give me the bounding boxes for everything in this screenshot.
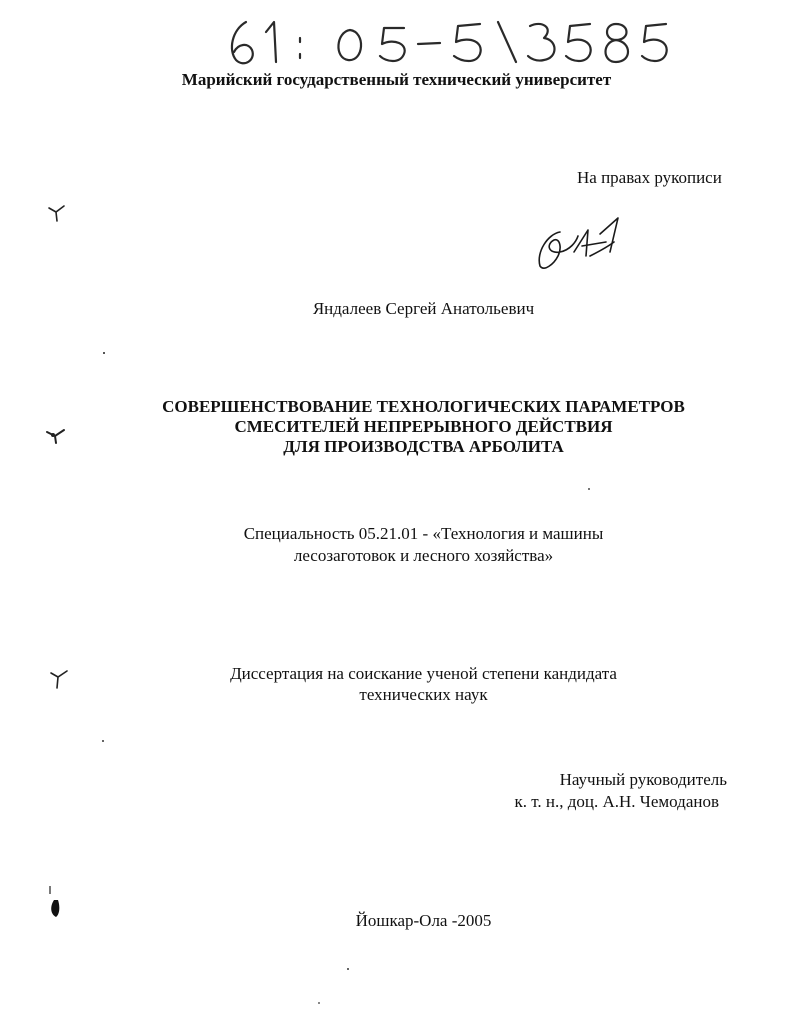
scan-mark-icon: [48, 668, 70, 690]
specialty-line: Специальность 05.21.01 - «Технология и машины: [243, 524, 604, 543]
scan-dot: [102, 740, 104, 742]
scan-mark-icon: [46, 203, 68, 223]
title-line: СОВЕРШЕНСТВОВАНИЕ ТЕХНОЛОГИЧЕСКИХ ПАРАМЕТРОВ: [162, 397, 685, 416]
supervisor-block: [515, 769, 728, 813]
title-line: СМЕСИТЕЛЕЙ НЕПРЕРЫВНОГО ДЕЙСТВИЯ: [234, 417, 613, 436]
scan-dot: [347, 968, 349, 970]
dissertation-line: технических наук: [359, 685, 488, 704]
scan-mark-icon: [46, 884, 68, 920]
scan-dot: [318, 1002, 320, 1004]
handwritten-signature: [530, 212, 630, 274]
scan-dot: [103, 352, 105, 354]
rights-notice: На правах рукописи: [577, 168, 722, 187]
supervisor-name: к. т. н., доц. А.Н. Чемоданов: [514, 792, 719, 811]
specialty-line: лесозаготовок и лесного хозяйства»: [293, 546, 554, 565]
handwritten-archive-code: [218, 10, 678, 70]
specialty: [0, 523, 793, 567]
handwritten-code-drawing: [218, 10, 678, 70]
scan-dot: [588, 488, 590, 490]
scan-mark-icon: [44, 426, 68, 446]
university-name: Марийский государственный технический университет: [181, 70, 612, 89]
title-line: ДЛЯ ПРОИЗВОДСТВА АРБОЛИТА: [283, 437, 564, 456]
dissertation-title: [0, 397, 793, 457]
city-year: Йошкар-Ола -2005: [355, 911, 492, 930]
dissertation-line: Диссертация на соискание ученой степени кандидата: [230, 664, 617, 683]
dissertation-statement: [0, 663, 793, 705]
author-name: Яндалеев Сергей Анатольевич: [312, 299, 535, 318]
supervisor-role: Научный руководитель: [559, 770, 727, 789]
